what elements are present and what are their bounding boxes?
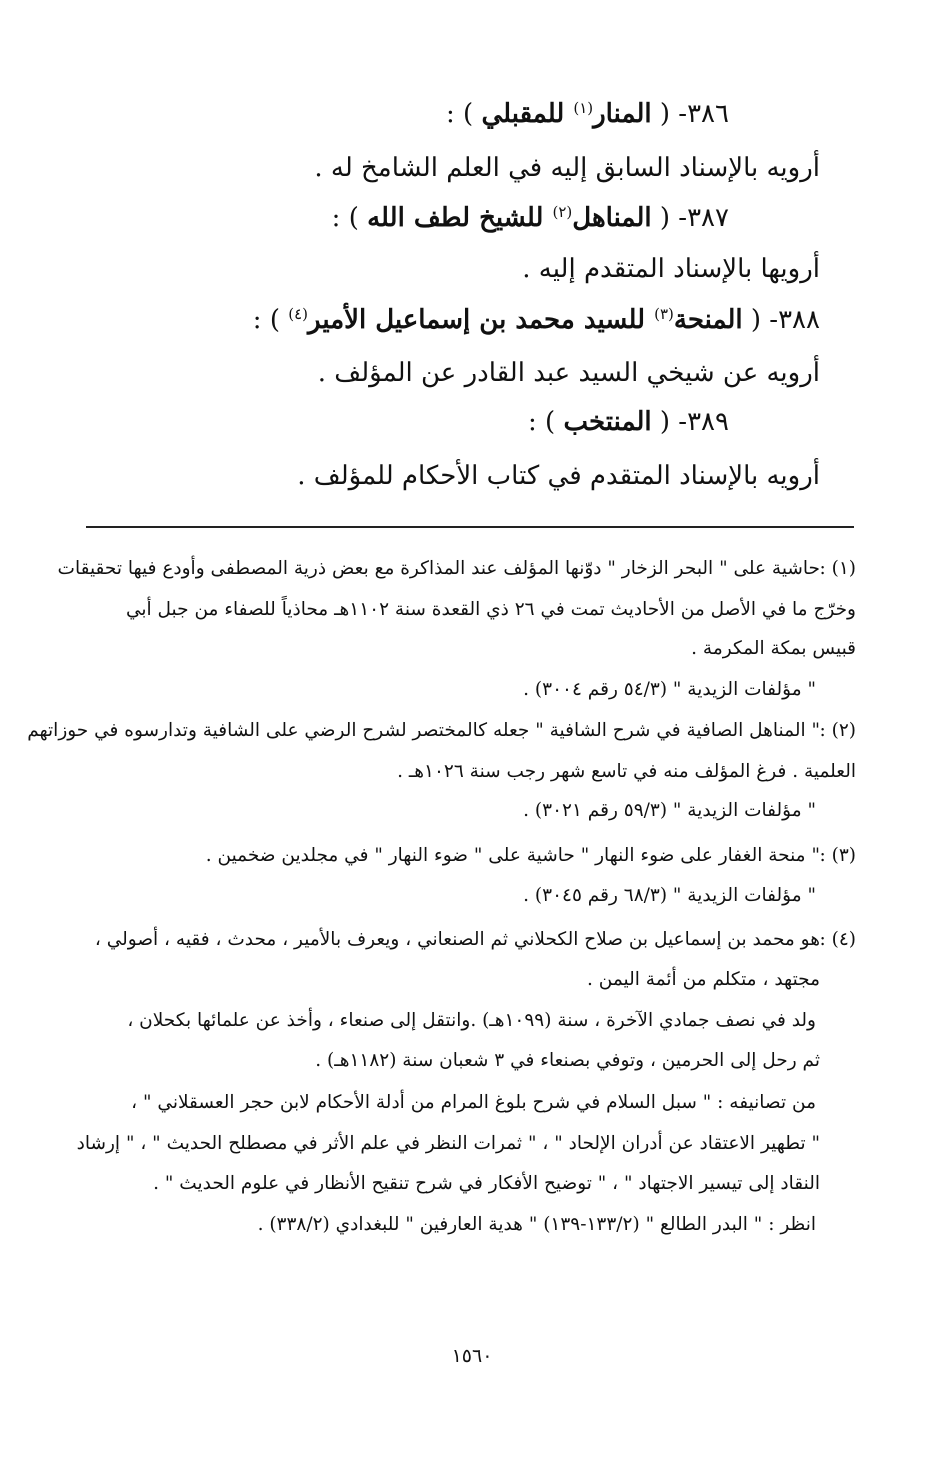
entry-heading-389 (528, 406, 729, 438)
footnote-4-line-6: " تطهير الاعتقاد عن أدران الإلحاد " ، " ثمرات النظر في علم الأثر في مصطلح الحديث " ، " إرشاد (76, 1133, 820, 1154)
footnote-number-1: (١) : (819, 558, 856, 579)
book-title: المناهل (572, 203, 652, 233)
footnote-3-line-2: " مؤلفات الزيدية " (٦٨/٣ رقم ٣٠٤٥) . (523, 885, 816, 906)
entry-text-386: أرويه بالإسناد السابق إليه في العلم الشامخ له . (314, 153, 820, 183)
footnote-1-line-4: " مؤلفات الزيدية " (٥٤/٣ رقم ٣٠٠٤) . (523, 679, 816, 700)
heading-close: ) : (528, 407, 564, 437)
author-name: للسيد محمد بن إسماعيل الأمير (308, 305, 655, 335)
entry-heading-388 (253, 304, 820, 336)
heading-close: ) : (331, 203, 368, 233)
footnote-4-line-1: هو محمد بن إسماعيل بن صلاح الكحلاني ثم الصنعاني ، ويعرف بالأمير ، محدث ، فقيه ، أصولي ، (94, 929, 820, 950)
footnote-4-line-8: انظر : " البدر الطالع " (١٣٣/٢-١٣٩) " هدية العارفين " للبغدادي (٣٣٨/٢) . (257, 1214, 816, 1235)
entry-number: ٣٨٨- ( (742, 305, 820, 335)
entry-heading-386 (446, 98, 729, 130)
footnote-ref: (٢) (552, 203, 573, 221)
footnote-4-line-3: ولد في نصف جمادي الآخرة ، سنة (١٠٩٩هـ) .وانتقل إلى صنعاء ، وأخذ عن علمائها بكحلان ، (127, 1010, 816, 1031)
footnote-4-line-5: من تصانيفه : " سبل السلام في شرح بلوغ المرام من أدلة الأحكام لابن حجر العسقلاني " ، (131, 1092, 816, 1113)
footnote-ref: (١) (573, 99, 594, 117)
footnote-1-line-2: وخرّج ما في الأصل من الأحاديث تمت في ٢٦ ذي القعدة سنة ١١٠٢هـ محاذياً للصفاء من جبل أبي (125, 599, 856, 620)
entry-number: ٣٨٦- ( (651, 99, 729, 129)
entry-number: ٣٨٩- ( (651, 407, 729, 437)
footnote-number-2: (٢) : (819, 720, 856, 741)
book-title: المنار (593, 99, 652, 129)
footnote-ref: (٤) (288, 305, 309, 323)
footnote-2-line-3: " مؤلفات الزيدية " (٥٩/٣ رقم ٣٠٢١) . (523, 800, 816, 821)
footnote-1-line-3: قبيس بمكة المكرمة . (691, 638, 856, 659)
footnote-4-line-4: ثم رحل إلى الحرمين ، وتوفي بصنعاء في ٣ شعبان سنة (١١٨٢هـ) . (315, 1050, 820, 1071)
footnote-separator (86, 526, 854, 528)
heading-close: ) : (446, 99, 482, 129)
entry-text-389: أرويه بالإسناد المتقدم في كتاب الأحكام للمؤلف . (297, 461, 820, 491)
footnote-4-line-7: النقاد إلى تيسير الاجتهاد " ، " توضيح الأفكار في شرح تنقيح الأنظار في علوم الحديث " . (153, 1173, 820, 1194)
footnote-number-3: (٣) : (819, 845, 856, 866)
book-title: المنحة (673, 305, 743, 335)
footnote-2-line-1: " المناهل الصافية في شرح الشافية " جعله كالمختصر لشرح الرضي على الشافية وتدارسوه في حوزاتهم (27, 720, 820, 741)
footnote-4-line-2: مجتهد ، متكلم من أئمة اليمن . (587, 969, 820, 990)
footnote-3-line-1: " منحة الغفار على ضوء النهار " حاشية على " ضوء النهار " في مجلدين ضخمين . (205, 845, 820, 866)
entry-text-388: أرويه عن شيخي السيد عبد القادر عن المؤلف . (317, 358, 820, 388)
footnote-ref: (٣) (654, 305, 674, 323)
page-number: ١٥٦٠ (451, 1345, 493, 1367)
heading-close: ) : (252, 305, 289, 335)
footnote-2-line-2: العلمية . فرغ المؤلف منه في تاسع شهر رجب سنة ١٠٢٦هـ . (397, 761, 856, 782)
book-title: المنتخب (563, 407, 652, 437)
footnote-1-line-1: حاشية على " البحر الزخار " دوّنها المؤلف عند المذاكرة مع بعض ذرية المصطفى وأودع فيها تحقيقات (57, 558, 820, 579)
entry-number: ٣٨٧- ( (651, 203, 729, 233)
author-name: للشيخ لطف الله (367, 203, 553, 233)
entry-text-387: أرويها بالإسناد المتقدم إليه . (522, 254, 820, 284)
author-name: للمقبلي (481, 99, 574, 129)
entry-heading-387 (332, 202, 729, 234)
footnote-number-4: (٤) : (819, 929, 856, 950)
